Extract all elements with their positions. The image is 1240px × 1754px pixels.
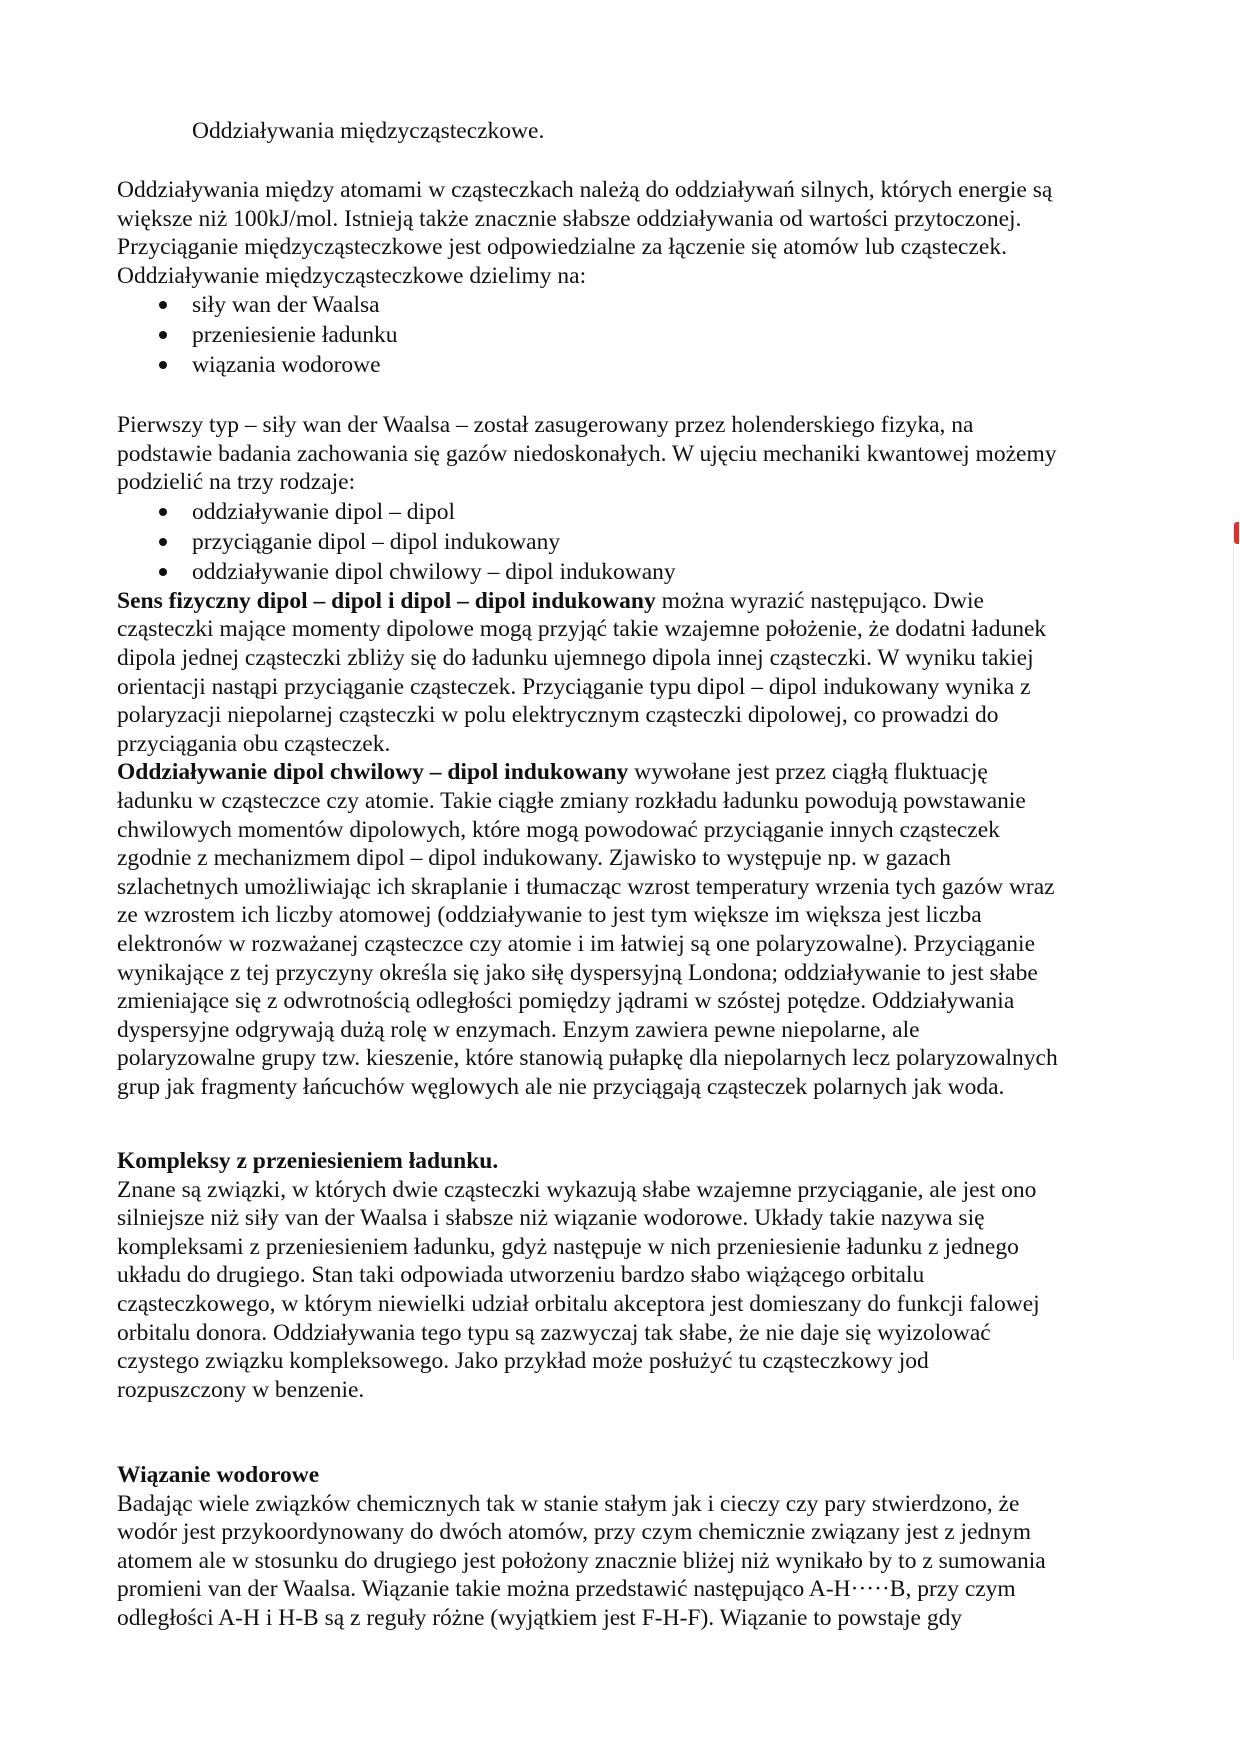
text-line: orientacji nastąpi przyciąganie cząsteczek. Przyciąganie typu dipol – dipol indukowany wynika z <box>117 673 1031 700</box>
text-line: Badając wiele związków chemicznych tak w stanie stałym jak i cieczy czy pary stwierdzono, że <box>117 1490 1020 1517</box>
text-line: ze wzrostem ich liczby atomowej (oddziaływanie to jest tym większe im większa jest liczba <box>117 902 982 929</box>
text-line: szlachetnych umożliwiając ich skraplanie i tłumacząc wzrost temperatury wrzenia tych gazów wraz <box>117 873 1055 900</box>
text-line: polaryzacji niepolarnej cząsteczki w polu elektrycznym cząsteczki dipolowej, co prowadzi do <box>117 702 999 729</box>
text-line: grup jak fragmenty łańcuchów węglowych ale nie przyciągają cząsteczek polarnych jak woda. <box>117 1073 1005 1100</box>
text-line: kompleksami z przeniesieniem ładunku, gdyż następuje w nich przeniesienie ładunku z jednego <box>117 1233 1019 1260</box>
text-line: odległości A-H i H-B są z reguły różne (wyjątkiem jest F-H-F). Wiązanie to powstaje gdy <box>117 1604 963 1631</box>
text-line: silniejsze niż siły van der Waalsa i słabsze niż wiązanie wodorowe. Układy takie nazywa się <box>117 1205 985 1232</box>
section-heading: Wiązanie wodorowe <box>117 1462 320 1488</box>
list-item: przyciąganie dipol – dipol indukowany <box>117 527 1137 557</box>
bullet-icon <box>159 331 167 339</box>
intro-section <box>117 176 1137 380</box>
text-line: chwilowych momentów dipolowych, które mogą powodować przyciąganie innych cząsteczek <box>117 816 1000 843</box>
page-edge-marker <box>1233 520 1240 1360</box>
text-line: zgodnie z mechanizmem dipol – dipol indukowany. Zjawisko to występuje np. w gazach <box>117 845 951 872</box>
bold-phrase: Sens fizyczny dipol – dipol i dipol – dipol indukowany <box>117 587 656 614</box>
text-line: większe niż 100kJ/mol. Istnieją także znacznie słabsze oddziaływania od wartości przytoczonej. <box>117 205 1022 232</box>
text-line: wynikające z tej przyczyny określa się jako siłę dyspersyjną Londona; oddziaływanie to jest słabe <box>117 959 1038 986</box>
wodorowe-section <box>117 1461 1137 1633</box>
text-line: elektronów w rozważanej cząsteczce czy atomie i im łatwiej są one polaryzowalne). Przyciąganie <box>117 930 1036 957</box>
text-line: dyspersyjne odgrywają dużą rolę w enzymach. Enzym zawiera pewne niepolarne, ale <box>117 1016 920 1043</box>
kompleksy-section <box>117 1147 1137 1404</box>
text-line: przyciągania obu cząsteczek. <box>117 730 391 757</box>
interaction-types-list <box>117 290 1137 380</box>
list-item: oddziaływanie dipol chwilowy – dipol indukowany <box>117 557 1137 587</box>
text-line: atomem ale w stosunku do drugiego jest położony znacznie bliżej niż wynikało by to z sumowania <box>117 1547 1046 1574</box>
text-line: ładunku w cząsteczce czy atomie. Takie ciągłe zmiany rozkładu ładunku powodują powstawanie <box>117 787 1026 814</box>
text-line: czystego związku kompleksowego. Jako przykład może posłużyć tu cząsteczkowy jod <box>117 1348 929 1375</box>
text-line: Przyciąganie międzycząsteczkowe jest odpowiedzialne za łączenie się atomów lub cząsteczek. <box>117 234 1007 261</box>
text-line: rozpuszczony w benzenie. <box>117 1376 365 1403</box>
document-title: Oddziaływania międzycząsteczkowe. <box>192 118 545 144</box>
text-line: promieni van der Waalsa. Wiązanie takie można przedstawić następująco A-H·····B, przy czym <box>117 1576 1016 1603</box>
text-line: orbitalu donora. Oddziaływania tego typu są zazwyczaj tak słabe, że nie daje się wyizolować <box>117 1319 991 1346</box>
text-line: zmieniające się z odwrotnością odległości pomiędzy jądrami w szóstej potędze. Oddziaływania <box>117 988 1015 1015</box>
paragraph-lead: Oddziaływanie dipol chwilowy – dipol indukowany wywołane jest przez ciągłą fluktuację <box>117 759 988 786</box>
bullet-icon <box>159 538 167 546</box>
bullet-icon <box>159 568 167 576</box>
bullet-icon <box>159 508 167 516</box>
text-line: Pierwszy typ – siły wan der Waalsa – został zasugerowany przez holenderskiego fizyka, na <box>117 412 974 438</box>
text-line: wodór jest przykoordynowany do dwóch atomów, przy czym chemicznie związany jest z jednym <box>117 1519 1032 1546</box>
text-line: Znane są związki, w których dwie cząsteczki wykazują słabe wzajemne przyciąganie, ale jest ono <box>117 1176 1037 1203</box>
list-item: oddziaływanie dipol – dipol <box>117 497 1137 527</box>
text-line: układu do drugiego. Stan taki odpowiada utworzeniu bardzo słabo wiążącego orbitalu <box>117 1262 925 1289</box>
text-line: podzielić na trzy rodzaje: <box>117 469 356 496</box>
text-line: polaryzowalne grupy tzw. kieszenie, które stanowią pułapkę dla niepolarnych lecz polaryzowalnych <box>117 1045 1058 1072</box>
section-heading: Kompleksy z przeniesieniem ładunku. <box>117 1148 499 1174</box>
vdw-section <box>117 411 1137 1101</box>
text-line: Oddziaływanie międzycząsteczkowe dzielimy na: <box>117 262 587 289</box>
paragraph-lead: Sens fizyczny dipol – dipol i dipol – dipol indukowany można wyrazić następująco. Dwie <box>117 587 984 614</box>
list-item: wiązania wodorowe <box>117 350 1137 380</box>
bullet-icon <box>159 361 167 369</box>
list-item: siły wan der Waalsa <box>117 290 1137 320</box>
bullet-icon <box>159 301 167 309</box>
text-line: cząsteczki mające momenty dipolowe mogą przyjąć takie wzajemne położenie, że dodatni ładunek <box>117 616 1047 643</box>
text-line: dipola jednej cząsteczki zbliży się do ładunku ujemnego dipola innej cząsteczki. W wyniku takiej <box>117 644 1034 671</box>
page-edge-dot <box>1234 522 1239 544</box>
text-line: Oddziaływania między atomami w cząsteczkach należą do oddziaływań silnych, których energie są <box>117 177 1053 203</box>
text-line: podstawie badania zachowania się gazów niedoskonałych. W ujęciu mechaniki kwantowej możemy <box>117 440 1057 467</box>
bold-phrase: Oddziaływanie dipol chwilowy – dipol indukowany <box>117 759 629 786</box>
text-line: cząsteczkowego, w którym niewielki udział orbitalu akceptora jest domieszany do funkcji falowej <box>117 1290 1040 1317</box>
list-item: przeniesienie ładunku <box>117 320 1137 350</box>
vdw-types-list <box>117 497 1137 587</box>
